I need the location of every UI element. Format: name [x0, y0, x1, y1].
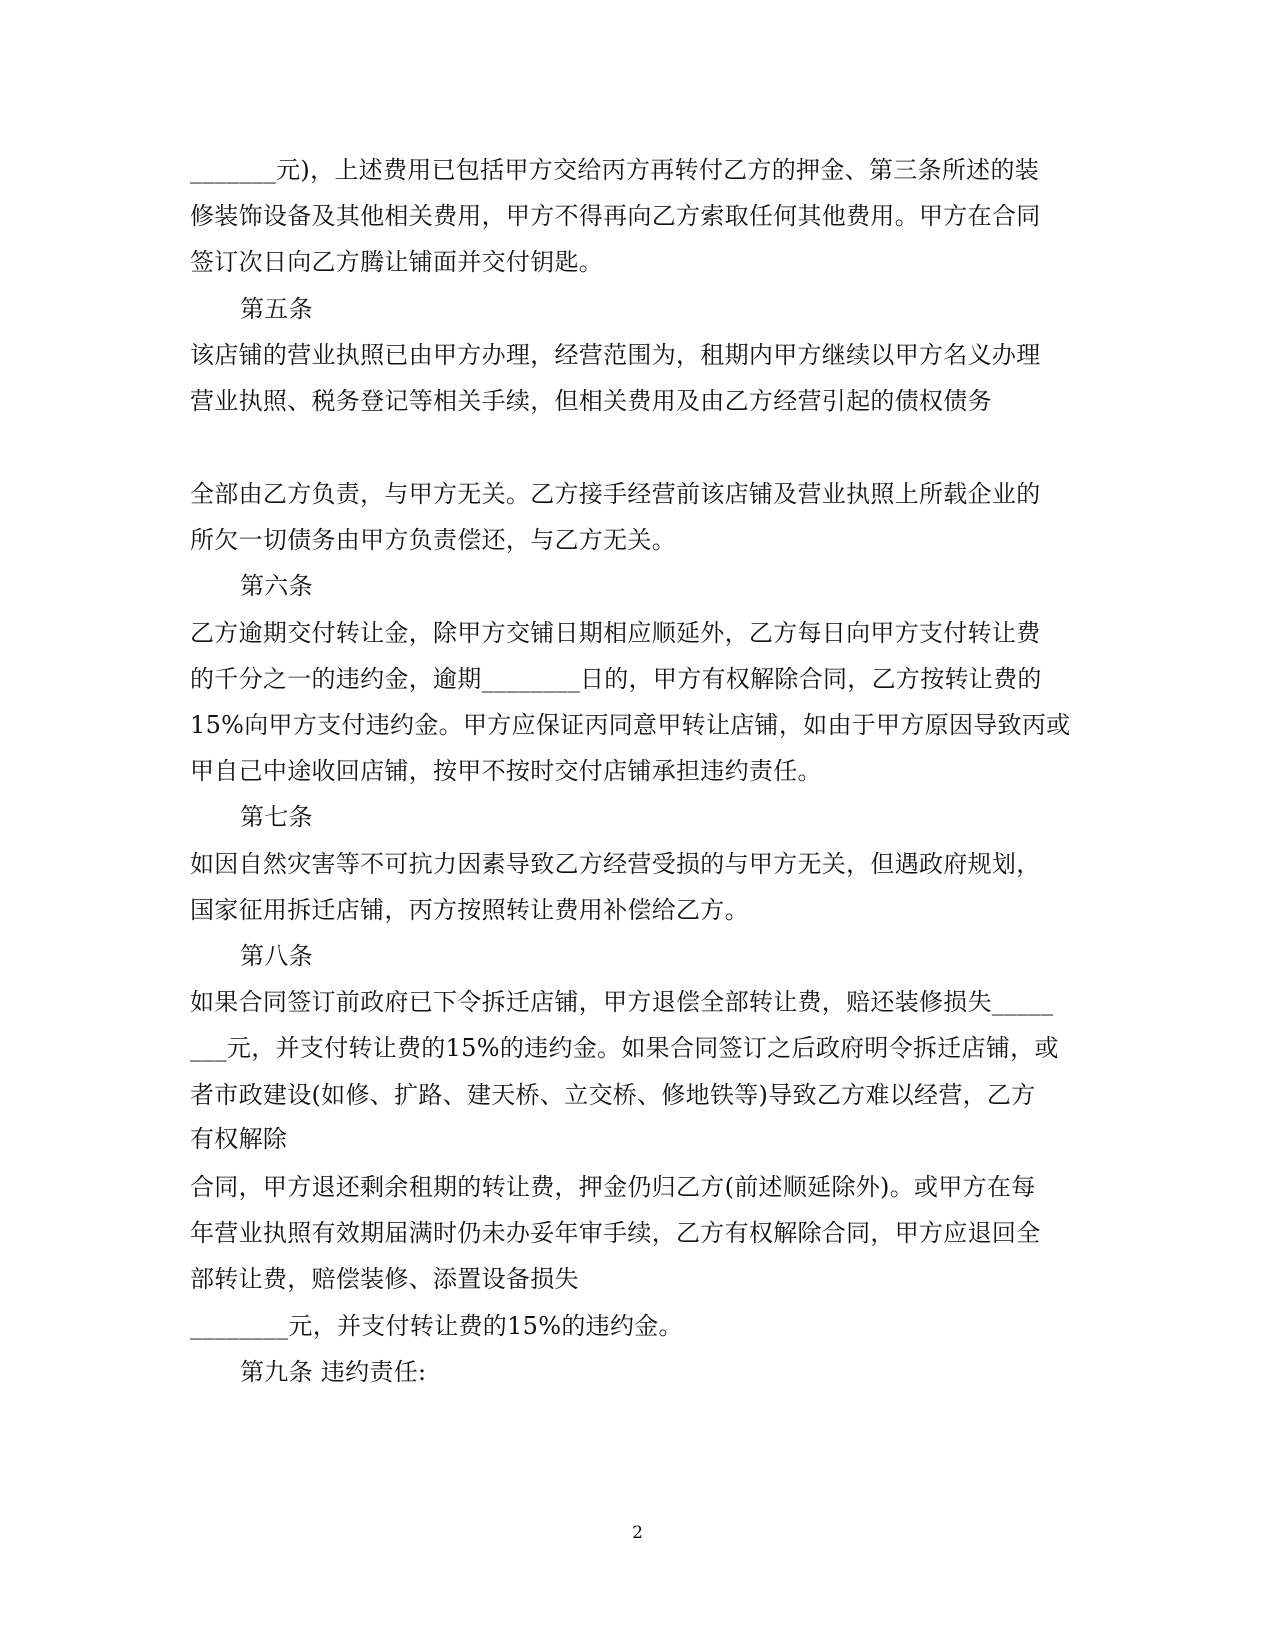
paragraph-line: 15%向甲方支付违约金。甲方应保证丙同意甲转让店铺，如由于甲方原因导致丙或: [190, 711, 1071, 739]
paragraph-line: 国家征用拆迁店铺，丙方按照转让费用补偿给乙方。: [190, 896, 749, 924]
paragraph-line: 乙方逾期交付转让金，除甲方交铺日期相应顺延外，乙方每日向甲方支付转让费: [190, 619, 1041, 647]
paragraph-line: 的千分之一的违约金，逾期________日的，甲方有权解除合同，乙方按转让费的: [190, 665, 1042, 693]
paragraph-line: ___元，并支付转让费的15%的违约金。如果合同签订之后政府明令拆迁店铺，或: [190, 1034, 1059, 1062]
section-heading: 第八条: [240, 942, 313, 970]
paragraph-line: _______元)，上述费用已包括甲方交给丙方再转付乙方的押金、第三条所述的装: [190, 156, 1040, 184]
paragraph-line: 部转让费，赔偿装修、添置设备损失: [190, 1265, 579, 1293]
paragraph-line: 营业执照、税务登记等相关手续，但相关费用及由乙方经营引起的债权债务: [190, 387, 992, 415]
paragraph-line: 修装饰设备及其他相关费用，甲方不得再向乙方索取任何其他费用。甲方在合同: [190, 202, 1041, 230]
section-heading: 第六条: [240, 572, 313, 600]
paragraph-line: 合同，甲方退还剩余租期的转让费，押金仍归乙方(前述顺延除外)。或甲方在每: [190, 1173, 1036, 1201]
paragraph-line: 者市政建设(如修、扩路、建天桥、立交桥、修地铁等)导致乙方难以经营，乙方: [190, 1081, 1036, 1109]
paragraph-line: 如果合同签订前政府已下令拆迁店铺，甲方退偿全部转让费，赔还装修损失_____: [190, 988, 1054, 1016]
paragraph-line: 所欠一切债务由甲方负责偿还，与乙方无关。: [190, 526, 676, 554]
paragraph-line: 全部由乙方负责，与甲方无关。乙方接手经营前该店铺及营业执照上所载企业的: [190, 480, 1041, 508]
paragraph-line: 有权解除: [190, 1125, 288, 1153]
paragraph-line: 甲自己中途收回店铺，按甲不按时交付店铺承担违约责任。: [190, 757, 822, 785]
section-heading: 第五条: [240, 295, 313, 323]
section-heading: 第七条: [240, 803, 313, 831]
paragraph-line: 年营业执照有效期届满时仍未办妥年审手续，乙方有权解除合同，甲方应退回全: [190, 1219, 1041, 1247]
page-number: 2: [632, 1523, 643, 1543]
section-heading: 第九条 违约责任:: [240, 1358, 427, 1386]
paragraph-line: ________元，并支付转让费的15%的违约金。: [190, 1312, 683, 1340]
paragraph-line: 该店铺的营业执照已由甲方办理，经营范围为，租期内甲方继续以甲方名义办理: [190, 341, 1041, 369]
paragraph-line: 如因自然灾害等不可抗力因素导致乙方经营受损的与甲方无关，但遇政府规划，: [190, 850, 1041, 878]
paragraph-line: 签订次日向乙方腾让铺面并交付钥匙。: [190, 248, 604, 276]
